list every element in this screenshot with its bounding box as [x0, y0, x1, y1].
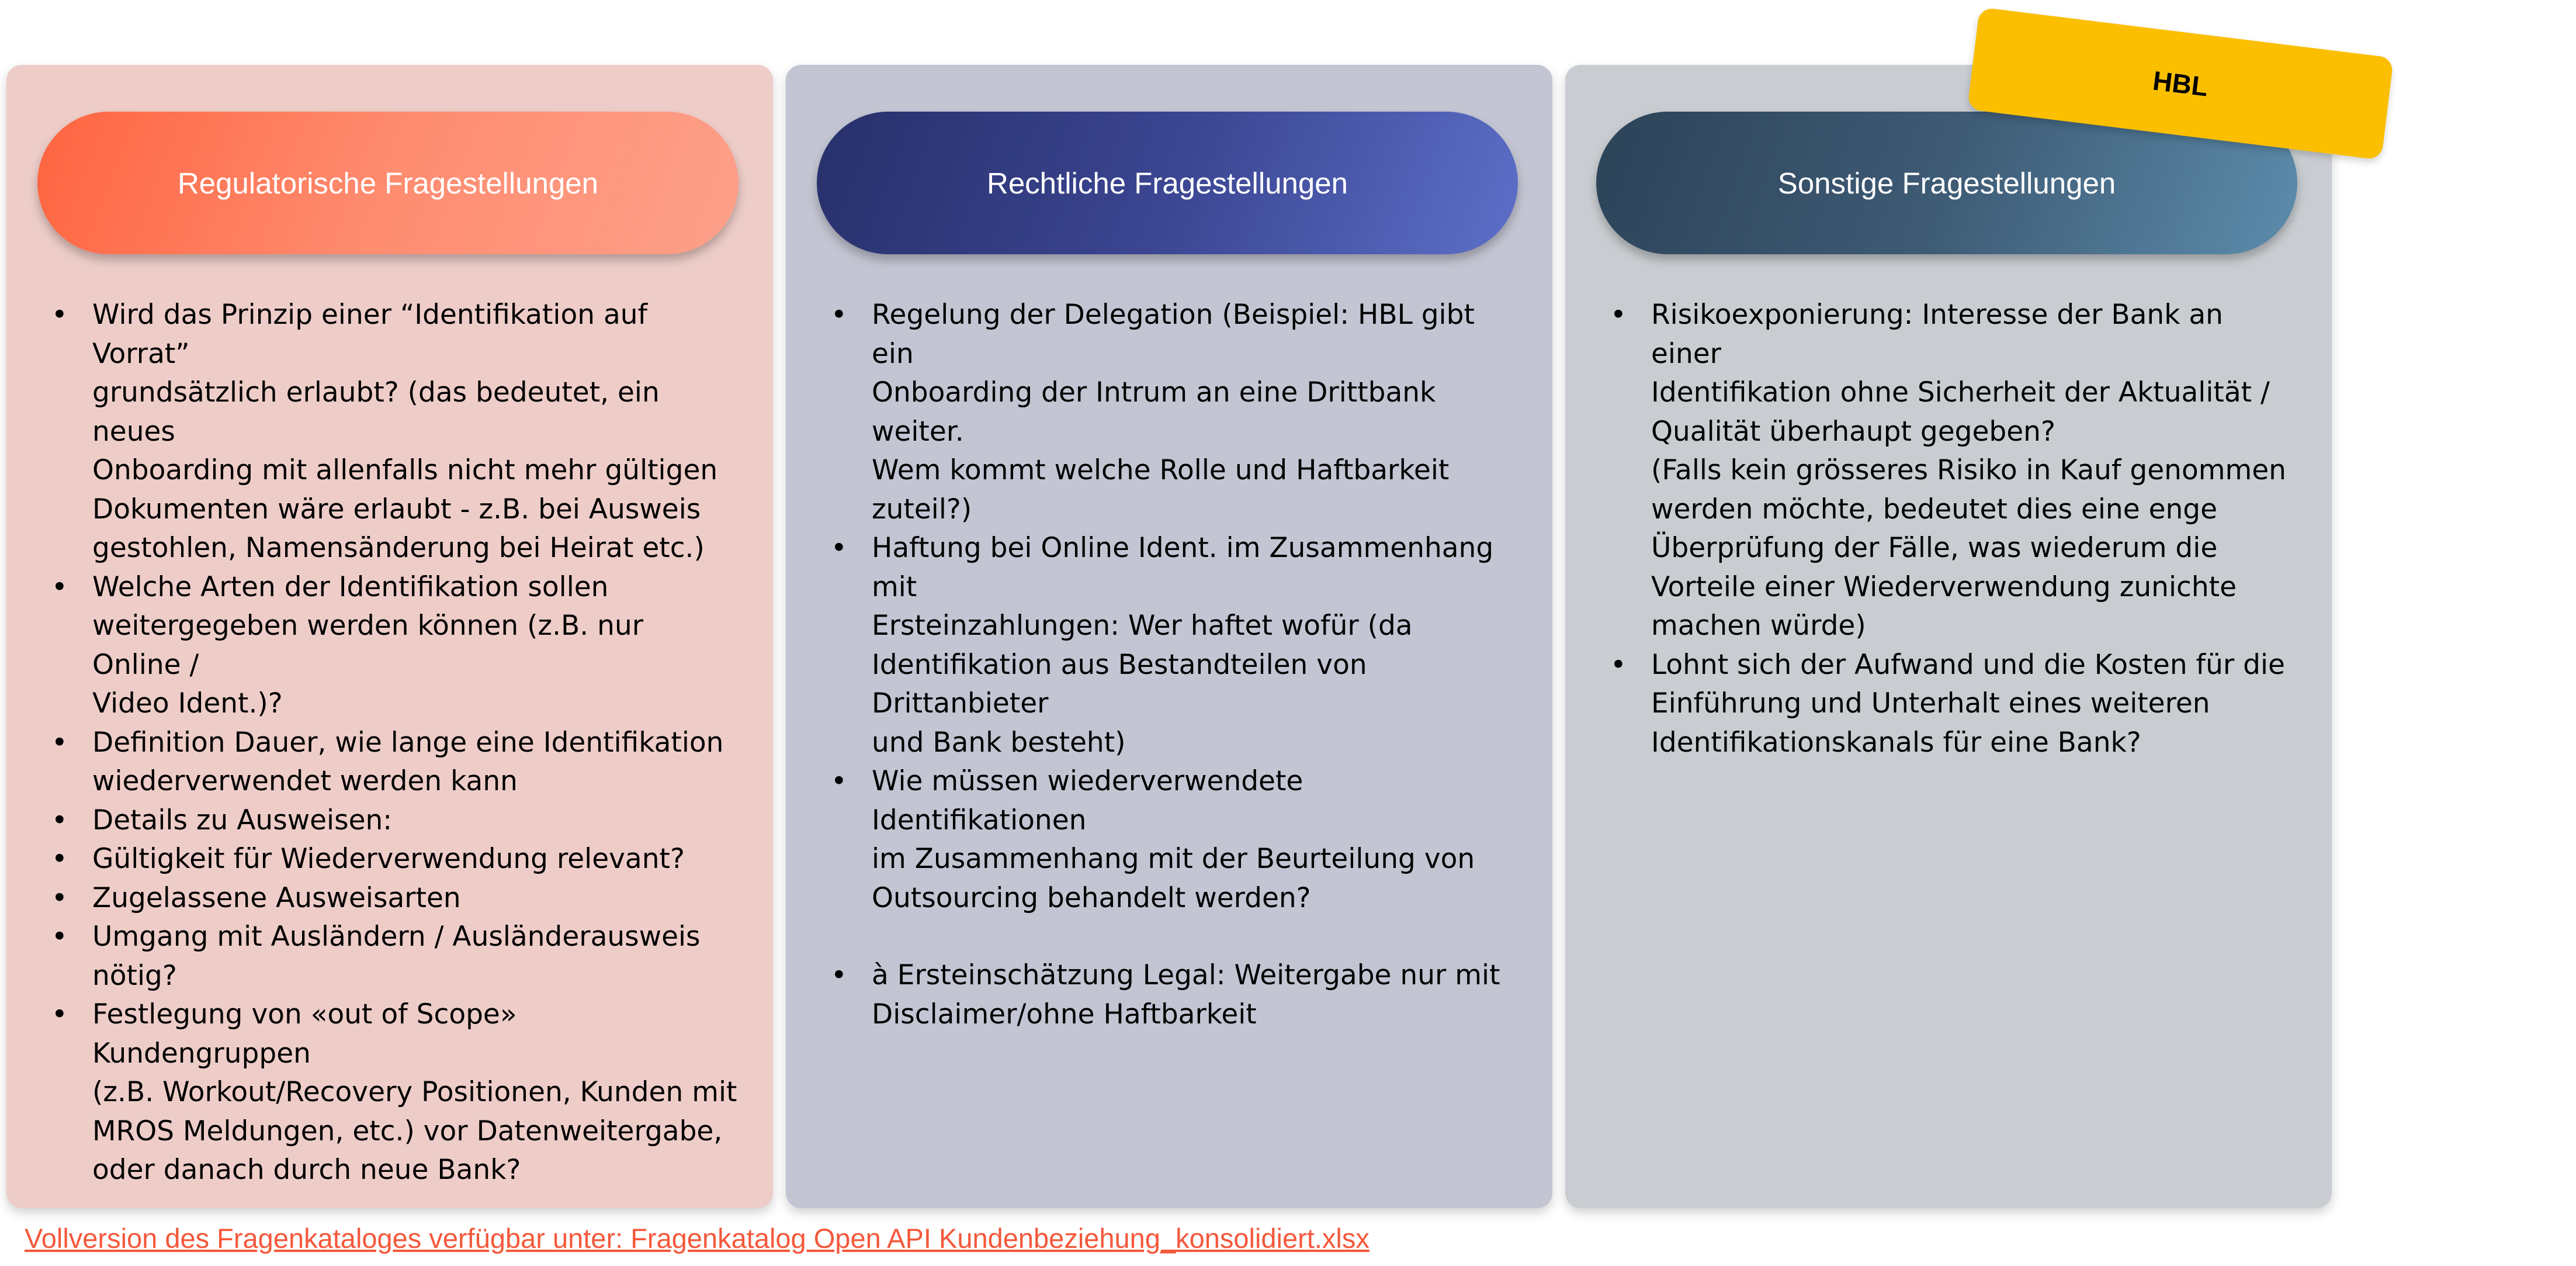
- regulatory-questions-list: [45, 296, 738, 1190]
- list-spacer: [824, 918, 1517, 956]
- regulatory-questions-title: Regulatorische Fragestellungen: [37, 112, 739, 254]
- list-item: • Definition Dauer, wie lange eine Identifikation wiederverwendet werden kann: [45, 724, 738, 801]
- other-questions-card: [1565, 65, 2332, 1208]
- list-item: • Lohnt sich der Aufwand und die Kosten für die Einführung und Unterhalt eines weiteren Identifikationskanals für eine Bank?: [1604, 646, 2297, 763]
- list-item: • Festlegung von «out of Scope» Kundengruppen (z.B. Workout/Recovery Positionen, Kunden mit MROS Meldungen, etc.) vor Datenweitergabe, oder danach durch neue Bank?: [45, 995, 738, 1190]
- full-catalog-link[interactable]: Vollversion des Fragenkataloges verfügbar unter: Fragenkatalog Open API Kundenbeziehung_konsolidiert.xlsx: [25, 1223, 1370, 1254]
- list-item: • Haftung bei Online Ident. im Zusammenhang mit Ersteinzahlungen: Wer haftet wofür (da Identifikation aus Bestandteilen von Drittanbieter und Bank besteht): [824, 529, 1517, 762]
- list-item: • Wie müssen wiederverwendete Identifikationen im Zusammenhang mit der Beurteilung von Outsourcing behandelt werden?: [824, 762, 1517, 918]
- other-questions-list: [1604, 296, 2297, 762]
- other-questions-title: Sonstige Fragestellungen: [1596, 112, 2297, 254]
- legal-questions-card: [786, 65, 1552, 1208]
- hbl-sticker: HBL: [1967, 7, 2394, 160]
- list-item: • Zugelassene Ausweisarten: [45, 879, 738, 918]
- list-item: • Welche Arten der Identifikation sollen weitergegeben werden können (z.B. nur Online / Video Ident.)?: [45, 568, 738, 724]
- list-item: • Umgang mit Ausländern / Ausländerausweis nötig?: [45, 918, 738, 995]
- list-item: • Details zu Ausweisen:: [45, 801, 738, 840]
- list-item: • Wird das Prinzip einer “Identifikation auf Vorrat” grundsätzlich erlaubt? (das bedeutet, ein neues Onboarding mit allenfalls nicht mehr gültigen Dokumenten wäre erlaubt - z.B. bei Ausweis gestohlen, Namensänderung bei Heirat etc.): [45, 296, 738, 568]
- legal-questions-title: Rechtliche Fragestellungen: [817, 112, 1518, 254]
- legal-questions-list: [824, 296, 1517, 1034]
- regulatory-questions-card: [6, 65, 773, 1208]
- list-item: • Risikoexponierung: Interesse der Bank an einer Identifikation ohne Sicherheit der Aktualität / Qualität überhaupt gegeben? (Falls kein grösseres Risiko in Kauf genommen werden möchte, bedeutet dies eine enge Überprüfung der Fälle, was wiederum die Vorteile einer Wiederverwendung zunichte machen würde): [1604, 296, 2297, 646]
- list-item: • Gültigkeit für Wiederverwendung relevant?: [45, 840, 738, 879]
- list-item: • Regelung der Delegation (Beispiel: HBL gibt ein Onboarding der Intrum an eine Drittbank weiter. Wem kommt welche Rolle und Haftbarkeit zuteil?): [824, 296, 1517, 529]
- list-item: • à Ersteinschätzung Legal: Weitergabe nur mit Disclaimer/ohne Haftbarkeit: [824, 956, 1517, 1034]
